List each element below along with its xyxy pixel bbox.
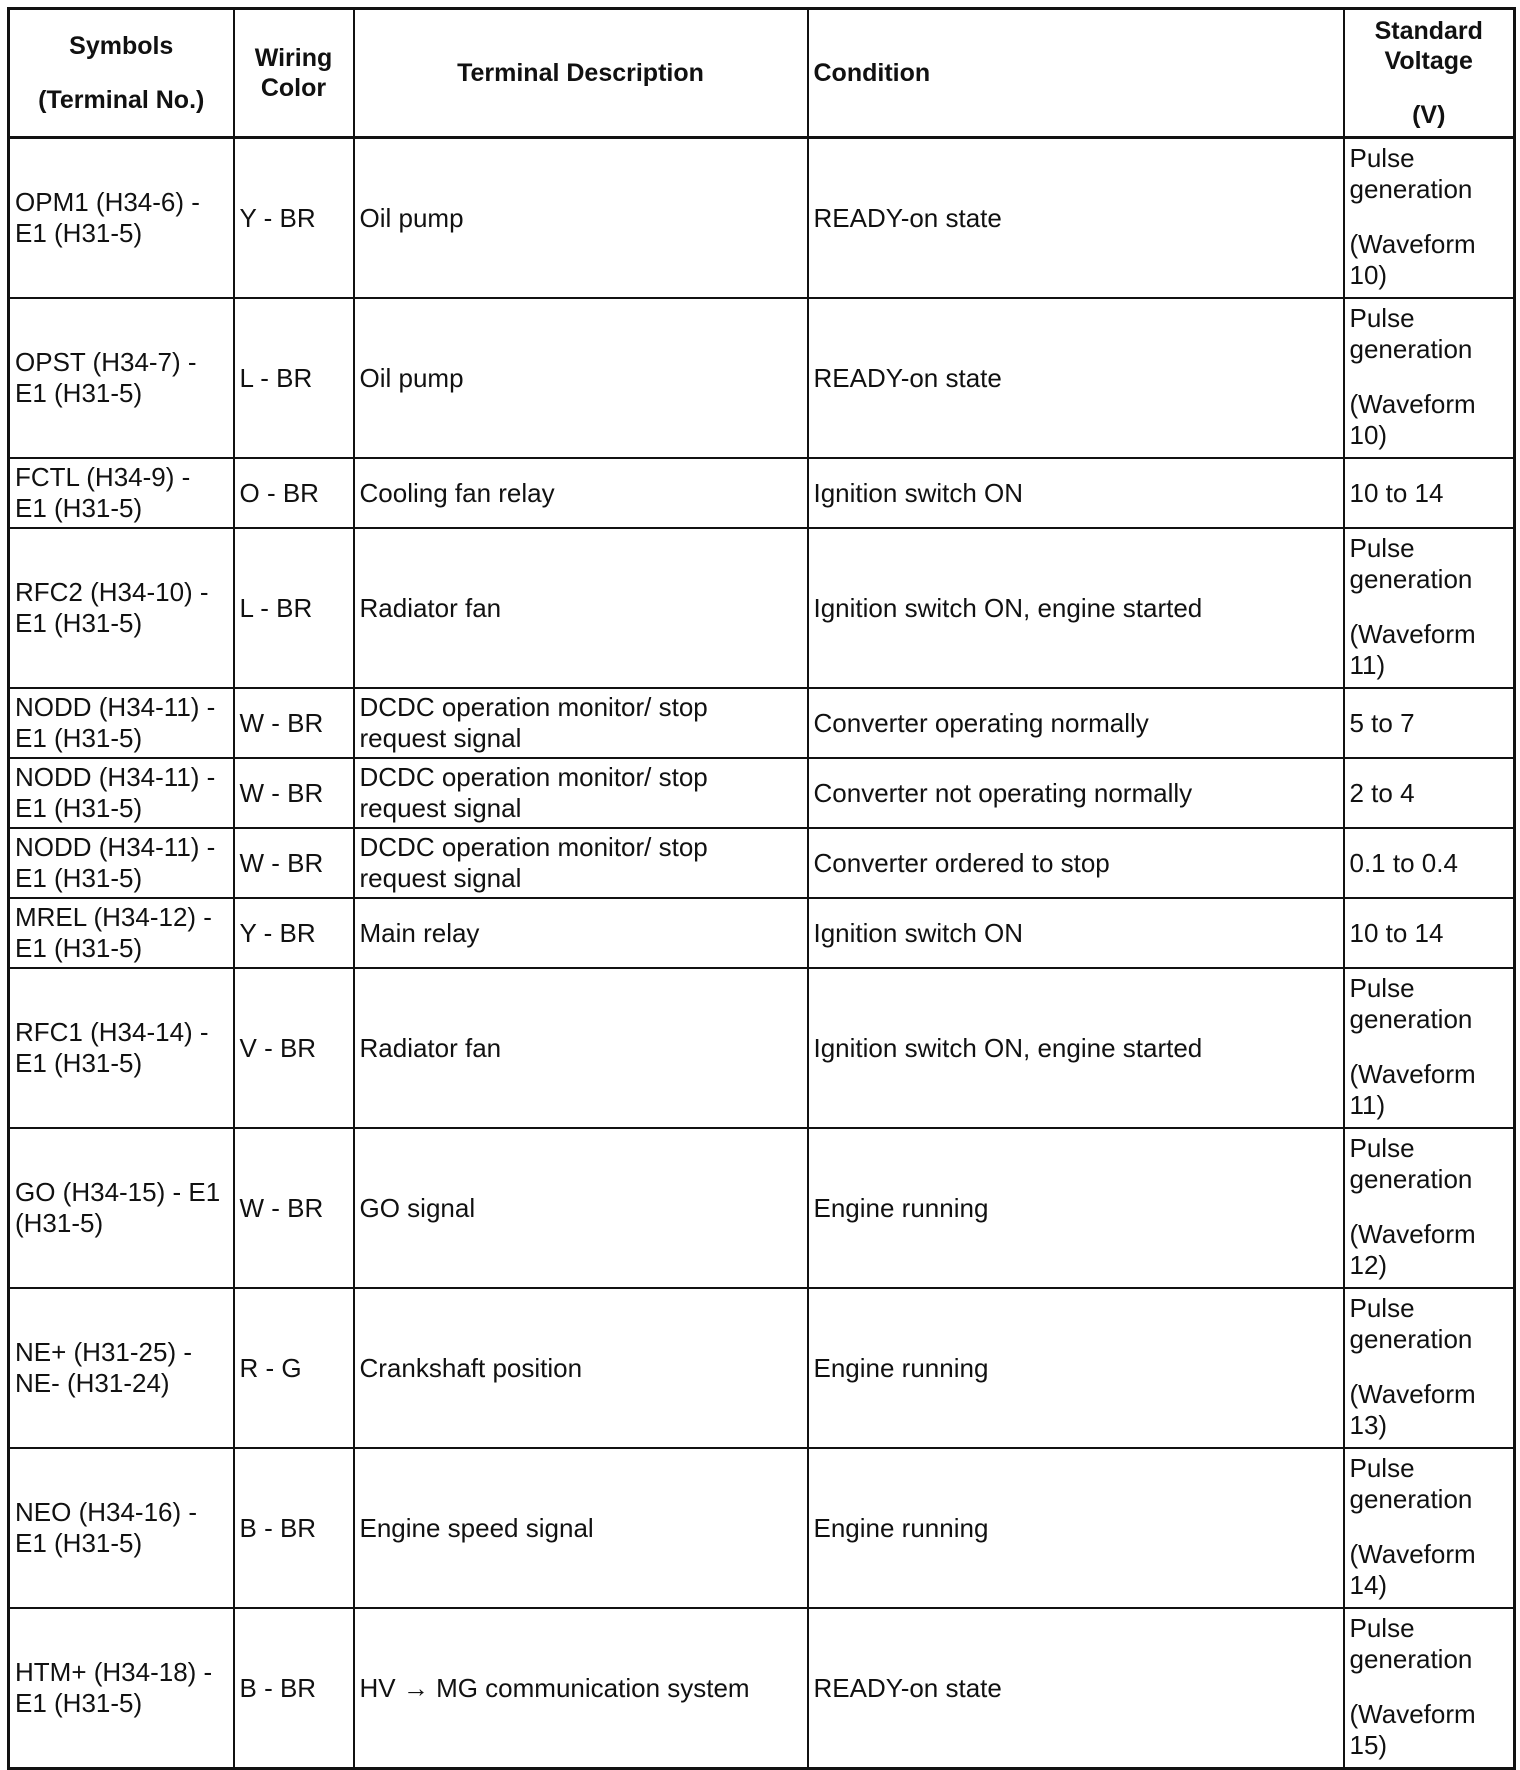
voltage-main: Pulse generation <box>1349 303 1473 364</box>
table-body <box>9 138 1515 1769</box>
cell-wiring: R - G <box>234 1288 354 1448</box>
cell-voltage <box>1344 968 1515 1128</box>
cell-description: HV → MG communication system <box>354 1608 808 1769</box>
voltage-note: (Waveform 11) <box>1349 1059 1476 1120</box>
cell-description: Oil pump <box>354 298 808 458</box>
cell-wiring: O - BR <box>234 458 354 528</box>
header-terminal-description <box>354 9 808 138</box>
cell-condition: Ignition switch ON, engine started <box>808 528 1344 688</box>
header-row <box>9 9 1515 138</box>
cell-wiring: W - BR <box>234 828 354 898</box>
cell-voltage <box>1344 1288 1515 1448</box>
cell-condition: READY-on state <box>808 138 1344 299</box>
cell-description: Radiator fan <box>354 968 808 1128</box>
table-row <box>9 688 1515 758</box>
cell-symbol: FCTL (H34-9) - E1 (H31-5) <box>9 458 234 528</box>
header-condition <box>808 9 1344 138</box>
cell-wiring: W - BR <box>234 758 354 828</box>
cell-voltage <box>1344 298 1515 458</box>
header-description-label: Terminal Description <box>457 59 704 87</box>
cell-condition: Converter ordered to stop <box>808 828 1344 898</box>
header-wiring-color <box>234 9 354 138</box>
cell-voltage <box>1344 1128 1515 1288</box>
cell-symbol: NODD (H34-11) - E1 (H31-5) <box>9 758 234 828</box>
table-row <box>9 968 1515 1128</box>
cell-wiring: B - BR <box>234 1448 354 1608</box>
voltage-main: Pulse generation <box>1349 973 1473 1034</box>
cell-symbol: HTM+ (H34-18) - E1 (H31-5) <box>9 1608 234 1769</box>
cell-symbol: OPM1 (H34-6) - E1 (H31-5) <box>9 138 234 299</box>
header-symbols-line1: Symbols <box>69 32 174 60</box>
header-symbols-line2: (Terminal No.) <box>38 86 205 114</box>
cell-symbol: RFC2 (H34-10) - E1 (H31-5) <box>9 528 234 688</box>
table-row <box>9 298 1515 458</box>
cell-voltage <box>1344 1608 1515 1769</box>
voltage-main: Pulse generation <box>1349 1133 1473 1194</box>
voltage-main: Pulse generation <box>1349 1613 1473 1674</box>
table-row <box>9 138 1515 299</box>
cell-description: GO signal <box>354 1128 808 1288</box>
table-row <box>9 758 1515 828</box>
cell-voltage <box>1344 528 1515 688</box>
cell-voltage: 10 to 14 <box>1344 458 1515 528</box>
cell-wiring: Y - BR <box>234 138 354 299</box>
table-header <box>9 9 1515 138</box>
header-standard-voltage <box>1344 9 1515 138</box>
table-row <box>9 898 1515 968</box>
cell-symbol: OPST (H34-7) - E1 (H31-5) <box>9 298 234 458</box>
cell-wiring: W - BR <box>234 1128 354 1288</box>
table-row <box>9 1448 1515 1608</box>
table-row <box>9 1608 1515 1769</box>
voltage-note: (Waveform 10) <box>1349 389 1476 450</box>
cell-voltage: 2 to 4 <box>1344 758 1515 828</box>
cell-description: Oil pump <box>354 138 808 299</box>
cell-description: DCDC operation monitor/ stop request signal <box>354 688 808 758</box>
cell-wiring: L - BR <box>234 528 354 688</box>
table-row <box>9 828 1515 898</box>
header-wiring-line1: Wiring <box>254 44 333 72</box>
table-row <box>9 1288 1515 1448</box>
cell-description: Radiator fan <box>354 528 808 688</box>
cell-symbol: NODD (H34-11) - E1 (H31-5) <box>9 688 234 758</box>
cell-voltage <box>1344 1448 1515 1608</box>
cell-condition: Converter operating normally <box>808 688 1344 758</box>
cell-description: Engine speed signal <box>354 1448 808 1608</box>
cell-wiring: V - BR <box>234 968 354 1128</box>
voltage-note: (Waveform 11) <box>1349 619 1476 680</box>
header-condition-label: Condition <box>813 59 931 87</box>
cell-condition: Engine running <box>808 1448 1344 1608</box>
cell-condition: Converter not operating normally <box>808 758 1344 828</box>
voltage-note: (Waveform 10) <box>1349 229 1476 290</box>
header-voltage-line2: Voltage <box>1384 47 1473 75</box>
cell-condition: Ignition switch ON <box>808 898 1344 968</box>
cell-description: Main relay <box>354 898 808 968</box>
voltage-main: Pulse generation <box>1349 533 1473 594</box>
cell-condition: READY-on state <box>808 298 1344 458</box>
header-wiring-line2: Color <box>260 74 327 102</box>
header-voltage-line3: (V) <box>1412 101 1446 129</box>
cell-condition: Engine running <box>808 1288 1344 1448</box>
cell-description: DCDC operation monitor/ stop request signal <box>354 828 808 898</box>
cell-voltage: 0.1 to 0.4 <box>1344 828 1515 898</box>
cell-symbol: RFC1 (H34-14) - E1 (H31-5) <box>9 968 234 1128</box>
cell-voltage: 10 to 14 <box>1344 898 1515 968</box>
cell-symbol: NEO (H34-16) - E1 (H31-5) <box>9 1448 234 1608</box>
cell-wiring: L - BR <box>234 298 354 458</box>
cell-symbol: NE+ (H31-25) - NE- (H31-24) <box>9 1288 234 1448</box>
voltage-main: Pulse generation <box>1349 1293 1473 1354</box>
voltage-note: (Waveform 15) <box>1349 1699 1476 1760</box>
cell-voltage <box>1344 138 1515 299</box>
cell-symbol: GO (H34-15) - E1 (H31-5) <box>9 1128 234 1288</box>
cell-condition: READY-on state <box>808 1608 1344 1769</box>
cell-condition: Engine running <box>808 1128 1344 1288</box>
cell-description: Crankshaft position <box>354 1288 808 1448</box>
cell-condition: Ignition switch ON, engine started <box>808 968 1344 1128</box>
voltage-main: Pulse generation <box>1349 143 1473 204</box>
cell-description: Cooling fan relay <box>354 458 808 528</box>
cell-wiring: Y - BR <box>234 898 354 968</box>
cell-description: DCDC operation monitor/ stop request signal <box>354 758 808 828</box>
voltage-note: (Waveform 13) <box>1349 1379 1476 1440</box>
terminal-voltage-table-container <box>7 7 1513 1770</box>
cell-symbol: NODD (H34-11) - E1 (H31-5) <box>9 828 234 898</box>
cell-condition: Ignition switch ON <box>808 458 1344 528</box>
voltage-note: (Waveform 14) <box>1349 1539 1476 1600</box>
cell-voltage: 5 to 7 <box>1344 688 1515 758</box>
terminal-voltage-table <box>7 7 1516 1770</box>
voltage-note: (Waveform 12) <box>1349 1219 1476 1280</box>
cell-wiring: B - BR <box>234 1608 354 1769</box>
cell-symbol: MREL (H34-12) - E1 (H31-5) <box>9 898 234 968</box>
header-voltage-line1: Standard <box>1374 17 1483 45</box>
cell-wiring: W - BR <box>234 688 354 758</box>
table-row <box>9 528 1515 688</box>
table-row <box>9 1128 1515 1288</box>
voltage-main: Pulse generation <box>1349 1453 1473 1514</box>
header-symbols <box>9 9 234 138</box>
table-row <box>9 458 1515 528</box>
